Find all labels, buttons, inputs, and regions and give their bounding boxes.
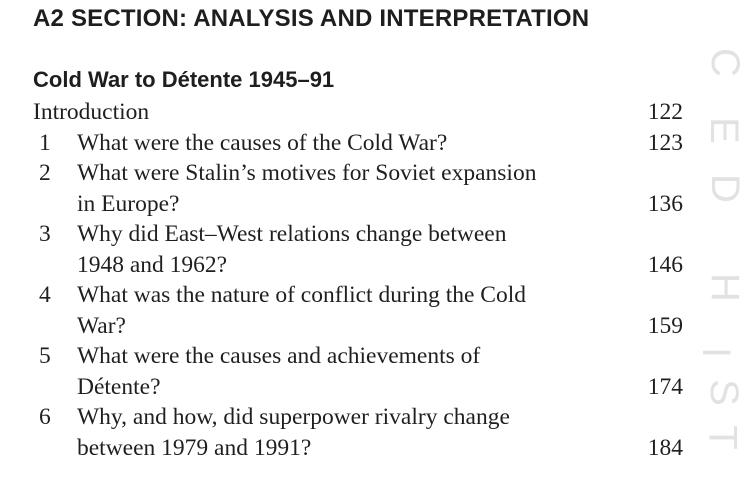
chapter-title-line: What was the nature of conflict during the Cold <box>77 282 526 308</box>
side-letter: E <box>701 117 746 144</box>
chapter-title-line: Détente? <box>77 373 161 400</box>
table-of-contents <box>33 97 693 463</box>
chapter-page: 146 <box>647 251 683 278</box>
chapter-number: 3 <box>39 221 51 247</box>
toc-chapter-2-line-1 <box>33 158 693 189</box>
toc-intro-row <box>33 97 693 128</box>
toc-heading: Cold War to Détente 1945–91 <box>33 67 335 92</box>
chapter-title-line: Why did East–West relations change between <box>77 221 507 247</box>
chapter-page: 159 <box>647 312 683 339</box>
chapter-page: 123 <box>647 129 683 156</box>
chapter-page: 136 <box>647 190 683 217</box>
chapter-title-line: 1948 and 1962? <box>77 251 228 278</box>
side-letter: T <box>700 425 745 450</box>
toc-chapter-6-line-2 <box>33 433 693 464</box>
chapter-title-line: What were the causes of the Cold War? <box>77 129 448 156</box>
chapter-number: 6 <box>39 404 51 430</box>
side-letter: H <box>702 273 747 302</box>
section-title: A2 SECTION: ANALYSIS AND INTERPRETATION <box>33 5 590 32</box>
toc-chapter-1 <box>33 128 693 159</box>
side-watermark <box>694 40 750 460</box>
chapter-title-line: What were Stalin’s motives for Soviet expansion <box>77 160 537 186</box>
chapter-number: 4 <box>39 282 51 308</box>
toc-chapter-2-line-2 <box>33 189 693 220</box>
toc-chapter-3-line-1 <box>33 219 693 250</box>
chapter-number: 2 <box>39 160 51 186</box>
toc-intro-label: Introduction <box>33 99 150 125</box>
chapter-title-line: Why, and how, did superpower rivalry change <box>77 404 510 430</box>
toc-chapter-5-line-2 <box>33 372 693 403</box>
chapter-title-line: between 1979 and 1991? <box>77 434 312 461</box>
chapter-title-line: in Europe? <box>77 190 180 217</box>
toc-chapter-5-line-1 <box>33 341 693 372</box>
chapter-number: 1 <box>39 129 51 156</box>
toc-chapter-4-line-1 <box>33 280 693 311</box>
toc-intro-page: 122 <box>647 99 683 125</box>
chapter-title-line: War? <box>77 312 126 339</box>
toc-chapter-4-line-2 <box>33 311 693 342</box>
chapter-title-line: What were the causes and achievements of <box>77 343 481 369</box>
toc-chapter-6-line-1 <box>33 402 693 433</box>
side-letter: S <box>701 379 746 406</box>
side-letter: I <box>694 346 739 359</box>
toc-chapter-3-line-2 <box>33 250 693 281</box>
chapter-page: 174 <box>647 373 683 400</box>
chapter-number: 5 <box>39 343 51 369</box>
side-letter: C <box>702 48 747 77</box>
side-letter: D <box>702 174 747 203</box>
chapter-page: 184 <box>647 434 683 461</box>
